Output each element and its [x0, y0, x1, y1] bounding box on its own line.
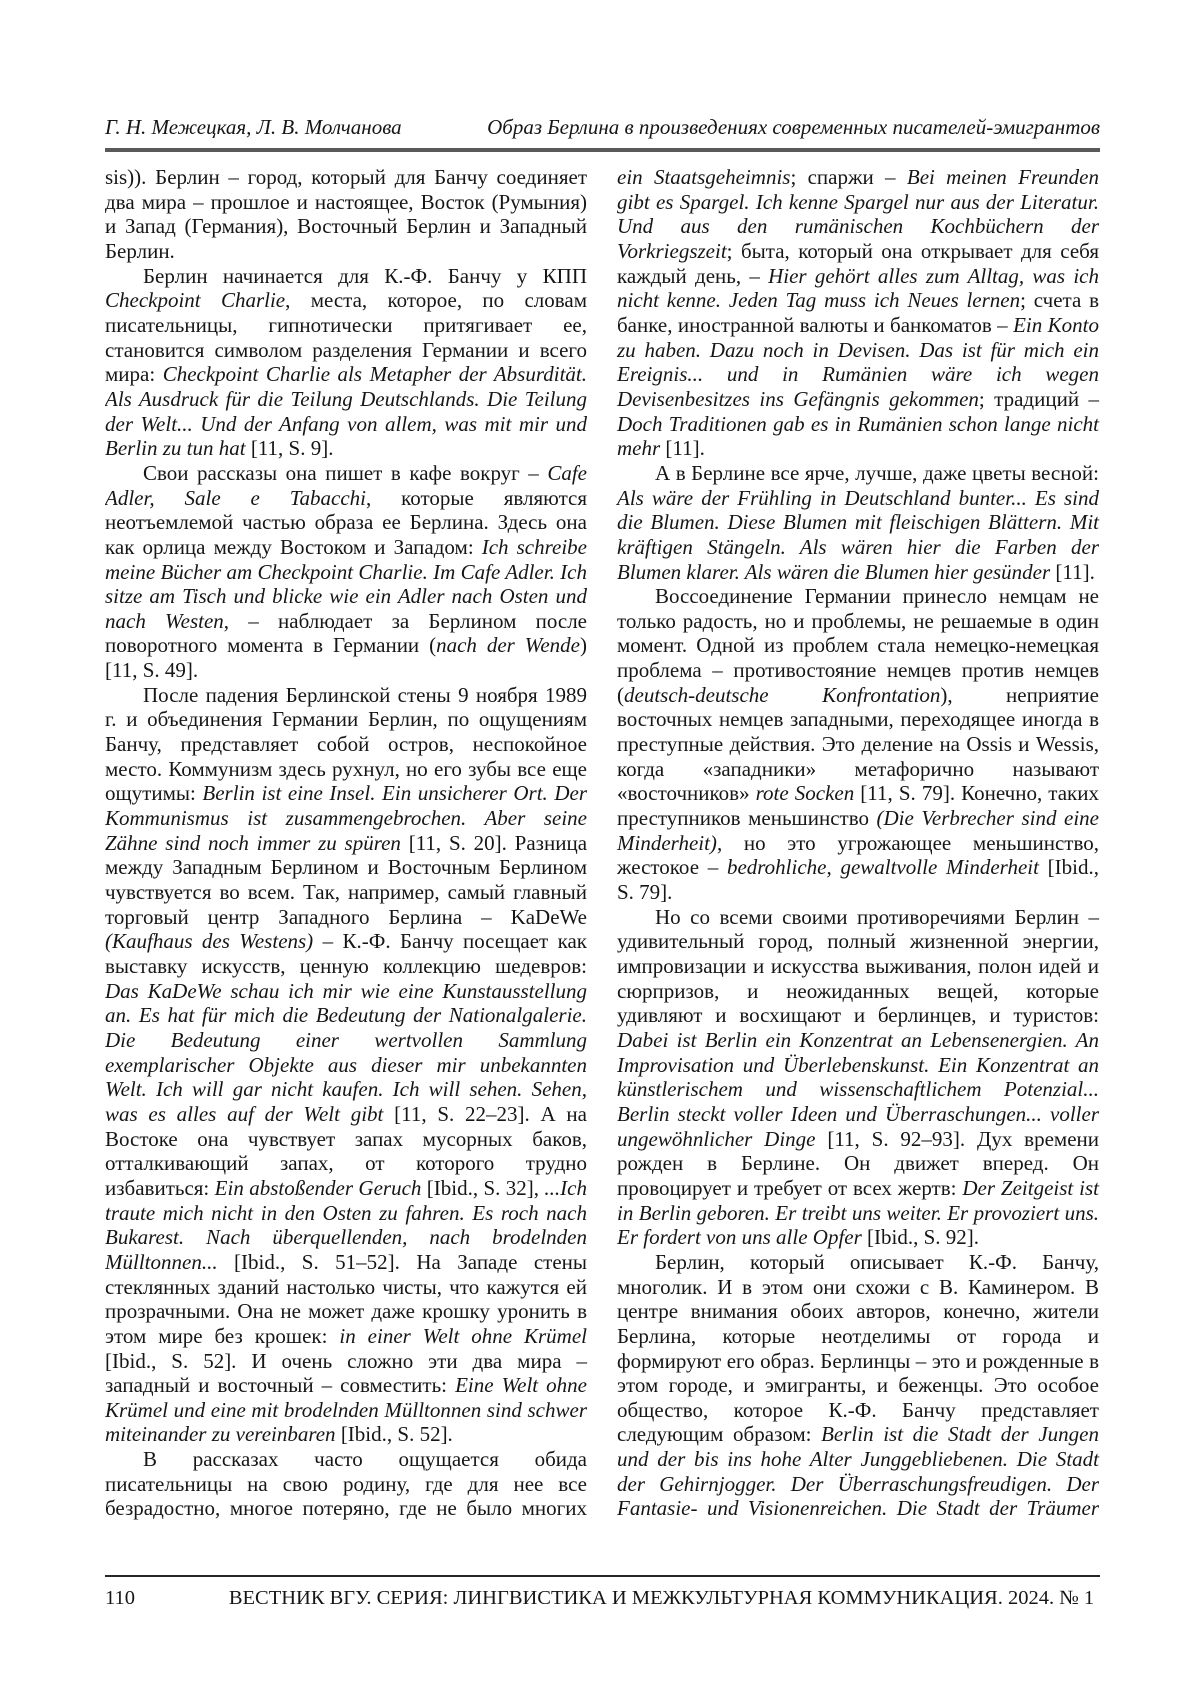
header-authors: Г. Н. Межецкая, Л. В. Молчанова	[105, 115, 402, 139]
header-running-title: Образ Берлина в произведениях современных писателей-эмигрантов	[487, 115, 1100, 139]
paragraph: А в Берлине все ярче, лучше, даже цветы весной: Als wäre der Frühling in Deutschland bunter... Es sind die Blumen. Diese Blumen mit fleischigen Blättern. Mit kräftigen Stängeln. Als wären hier die Farben der Blumen klarer. Als wären die Blumen hier gesünder [11].	[617, 460, 1099, 584]
left-column	[105, 165, 587, 1523]
paragraph: Воссоединение Германии принесло немцам не только радость, но и проблемы, не решаемые в один момент. Одной из проблем стала немецко-немецкая проблема – противостояние немцев против немцев (deutsch-deutsche Konfrontation), неприятие восточных немцев западными, переходящее иногда в преступные действия. Это деление на Ossis и Wessis, когда «западники» метафорично называют «восточников» rote Socken [11, S. 79]. Конечно, таких преступников меньшинство (Die Verbrecher sind eine Minderheit), но это угрожающее меньшинство, жестокое – bedrohliche, gewaltvolle Minderheit [Ibid., S. 79].	[617, 584, 1100, 905]
paragraph: Но со всеми своими противоречиями Берлин – удивительный город, полный жизненной энергии, импровизации и искусства выживания, полон идей и сюрпризов, и неожиданных вещей, которые удивляют и восхищают и берлинцев, и туристов: Dabei ist Berlin ein Konzentrat an Lebensenergien. An Improvisation und Überlebenskunst. Ein Konzentrat an künstlerischem und wissenschaftlichem Potenzial... Berlin steckt voller Ideen und Überraschungen... voller ungewöhnlicher Dinge [11, S. 92–93]. Дух времени рожден в Берлине. Он движет вперед. Он провоцирует и требует от всех жертв: Der Zeitgeist ist in Berlin geboren. Er treibt uns weiter. Er provoziert uns. Er fordert von uns alle Opfer [Ibid., S. 92].	[617, 904, 1099, 1250]
header-rule	[105, 148, 1100, 152]
running-footer	[105, 1585, 1100, 1611]
paragraph: В рассказах часто ощущается обида писательницы на свою родину, где для нее все безрадостно, многое потеряно, где не было многих	[105, 1447, 587, 1521]
page-number: 110	[105, 1587, 135, 1609]
article-body	[105, 165, 1100, 1523]
journal-title-line: ВЕСТНИК ВГУ. СЕРИЯ: ЛИНГВИСТИКА И МЕЖКУЛЬТУРНАЯ КОММУНИКАЦИЯ. 2024. № 1	[228, 1587, 1095, 1609]
paragraph: sis)). Берлин – город, который для Банчу соединяет два мира – прошлое и настоящее, Восток (Румыния) и Запад (Германия), Восточный Берлин и Западный Берлин.	[105, 165, 587, 263]
paragraph: ein Staatsgeheimnis; спаржи – Bei meinen Freunden gibt es Spargel. Ich kenne Spargel nur aus der Literatur. Und aus den rumänischen Kochbüchern der Vorkriegszeit; быта, который она открывает для себя каждый день, – Hier gehört alles zum Alltag, was ich nicht kenne. Jeden Tag muss ich Neues lernen; счета в банке, иностранной валюты и банкоматов – Ein Konto zu haben. Dazu noch in Devisen. Das ist für mich ein Ereignis... und in Rumänien wäre ich wegen Devisenbesitzes ins Gefängnis gekommen; традиций – Doch Traditionen gab es in Rumänien schon lange nicht mehr [11].	[617, 165, 1100, 461]
paragraph: Берлин начинается для К.-Ф. Банчу у КПП Checkpoint Charlie, места, которое, по словам писательницы, гипнотически притягивает ее, становится символом разделения Германии и всего мира: Checkpoint Charlie als Metapher der Absurdität. Als Ausdruck für die Teilung Deutschlands. Die Teilung der Welt... Und der Anfang von allem, was mit mir und Berlin zu tun hat [11, S. 9].	[105, 263, 587, 461]
paragraph: После падения Берлинской стены 9 ноября 1989 г. и объединения Германии Берлин, по ощущениям Банчу, представляет собой остров, неспокойное место. Коммунизм здесь рухнул, но его зубы все еще ощутимы: Berlin ist eine Insel. Ein unsicherer Ort. Der Kommunismus ist zusammengebrochen. Aber seine Zähne sind noch immer zu spüren [11, S. 20]. Разница между Западным Берлином и Восточным Берлином чувствуется во всем. Так, например, самый главный торговый центр Западного Берлина – KaDeWe (Kaufhaus des Westens) – К.-Ф. Банчу посещает как выставку искусств, ценную коллекцию шедевров: Das KaDeWe schau ich mir wie eine Kunstausstellung an. Es hat für mich die Bedeutung der Nationalgalerie. Die Bedeutung einer wertvollen Sammlung exemplarischer Objekte aus dieser mir unbekannten Welt. Ich will gar nicht kaufen. Ich will sehen. Sehen, was es alles auf der Welt gibt [11, S. 22–23]. А на Востоке она чувствует запах мусорных баков, отталкивающий запах, от которого трудно избавиться: Ein abstoßender Geruch [Ibid., S. 32], ...Ich traute mich nicht in den Osten zu fahren. Es roch nach Bukarest. Nach überquellenden, nach brodelnden Mülltonnen... [Ibid., S. 51–52]. На Западе стены стеклянных зданий настолько чисты, что кажутся ей прозрачными. Она не может даже крошку уронить в этом мире без крошек: in einer Welt ohne Krümel [Ibid., S. 52]. И очень сложно эти два мира – западный и восточный – совместить: Eine Welt ohne Krümel und eine mit brodelnden Mülltonnen sind schwer miteinander zu vereinbaren [Ibid., S. 52].	[105, 682, 588, 1447]
right-column	[617, 165, 1099, 1523]
running-header	[105, 114, 1100, 140]
paragraph: Берлин, который описывает К.-Ф. Банчу, многолик. И в этом они схожи с В. Каминером. В центре внимания обоих авторов, конечно, жители Берлина, которые неотделимы от города и формируют его образ. Берлинцы – это и рожденные в этом городе, и эмигранты, и беженцы. Это особое общество, которое К.-Ф. Банчу представляет следующим образом: Berlin ist die Stadt der Jungen und der bis ins hohe Alter Junggebliebenen. Die Stadt der Gehirnjogger. Der Überraschungsfreudigen. Der Fantasie- und Visionenreichen. Die Stadt der Träumer	[617, 1249, 1099, 1521]
paragraph: Свои рассказы она пишет в кафе вокруг – Cafe Adler, Sale e Tabacchi, которые являются неотъемлемой частью образа ее Берлина. Здесь она как орлица между Востоком и Западом: Ich schreibe meine Bücher am Checkpoint Charlie. Im Cafe Adler. Ich sitze am Tisch und blicke wie ein Adler nach Osten und nach Westen, – наблюдает за Берлином после поворотного момента в Германии (nach der Wende) [11, S. 49].	[105, 460, 588, 683]
footer-rule	[105, 1575, 1100, 1577]
